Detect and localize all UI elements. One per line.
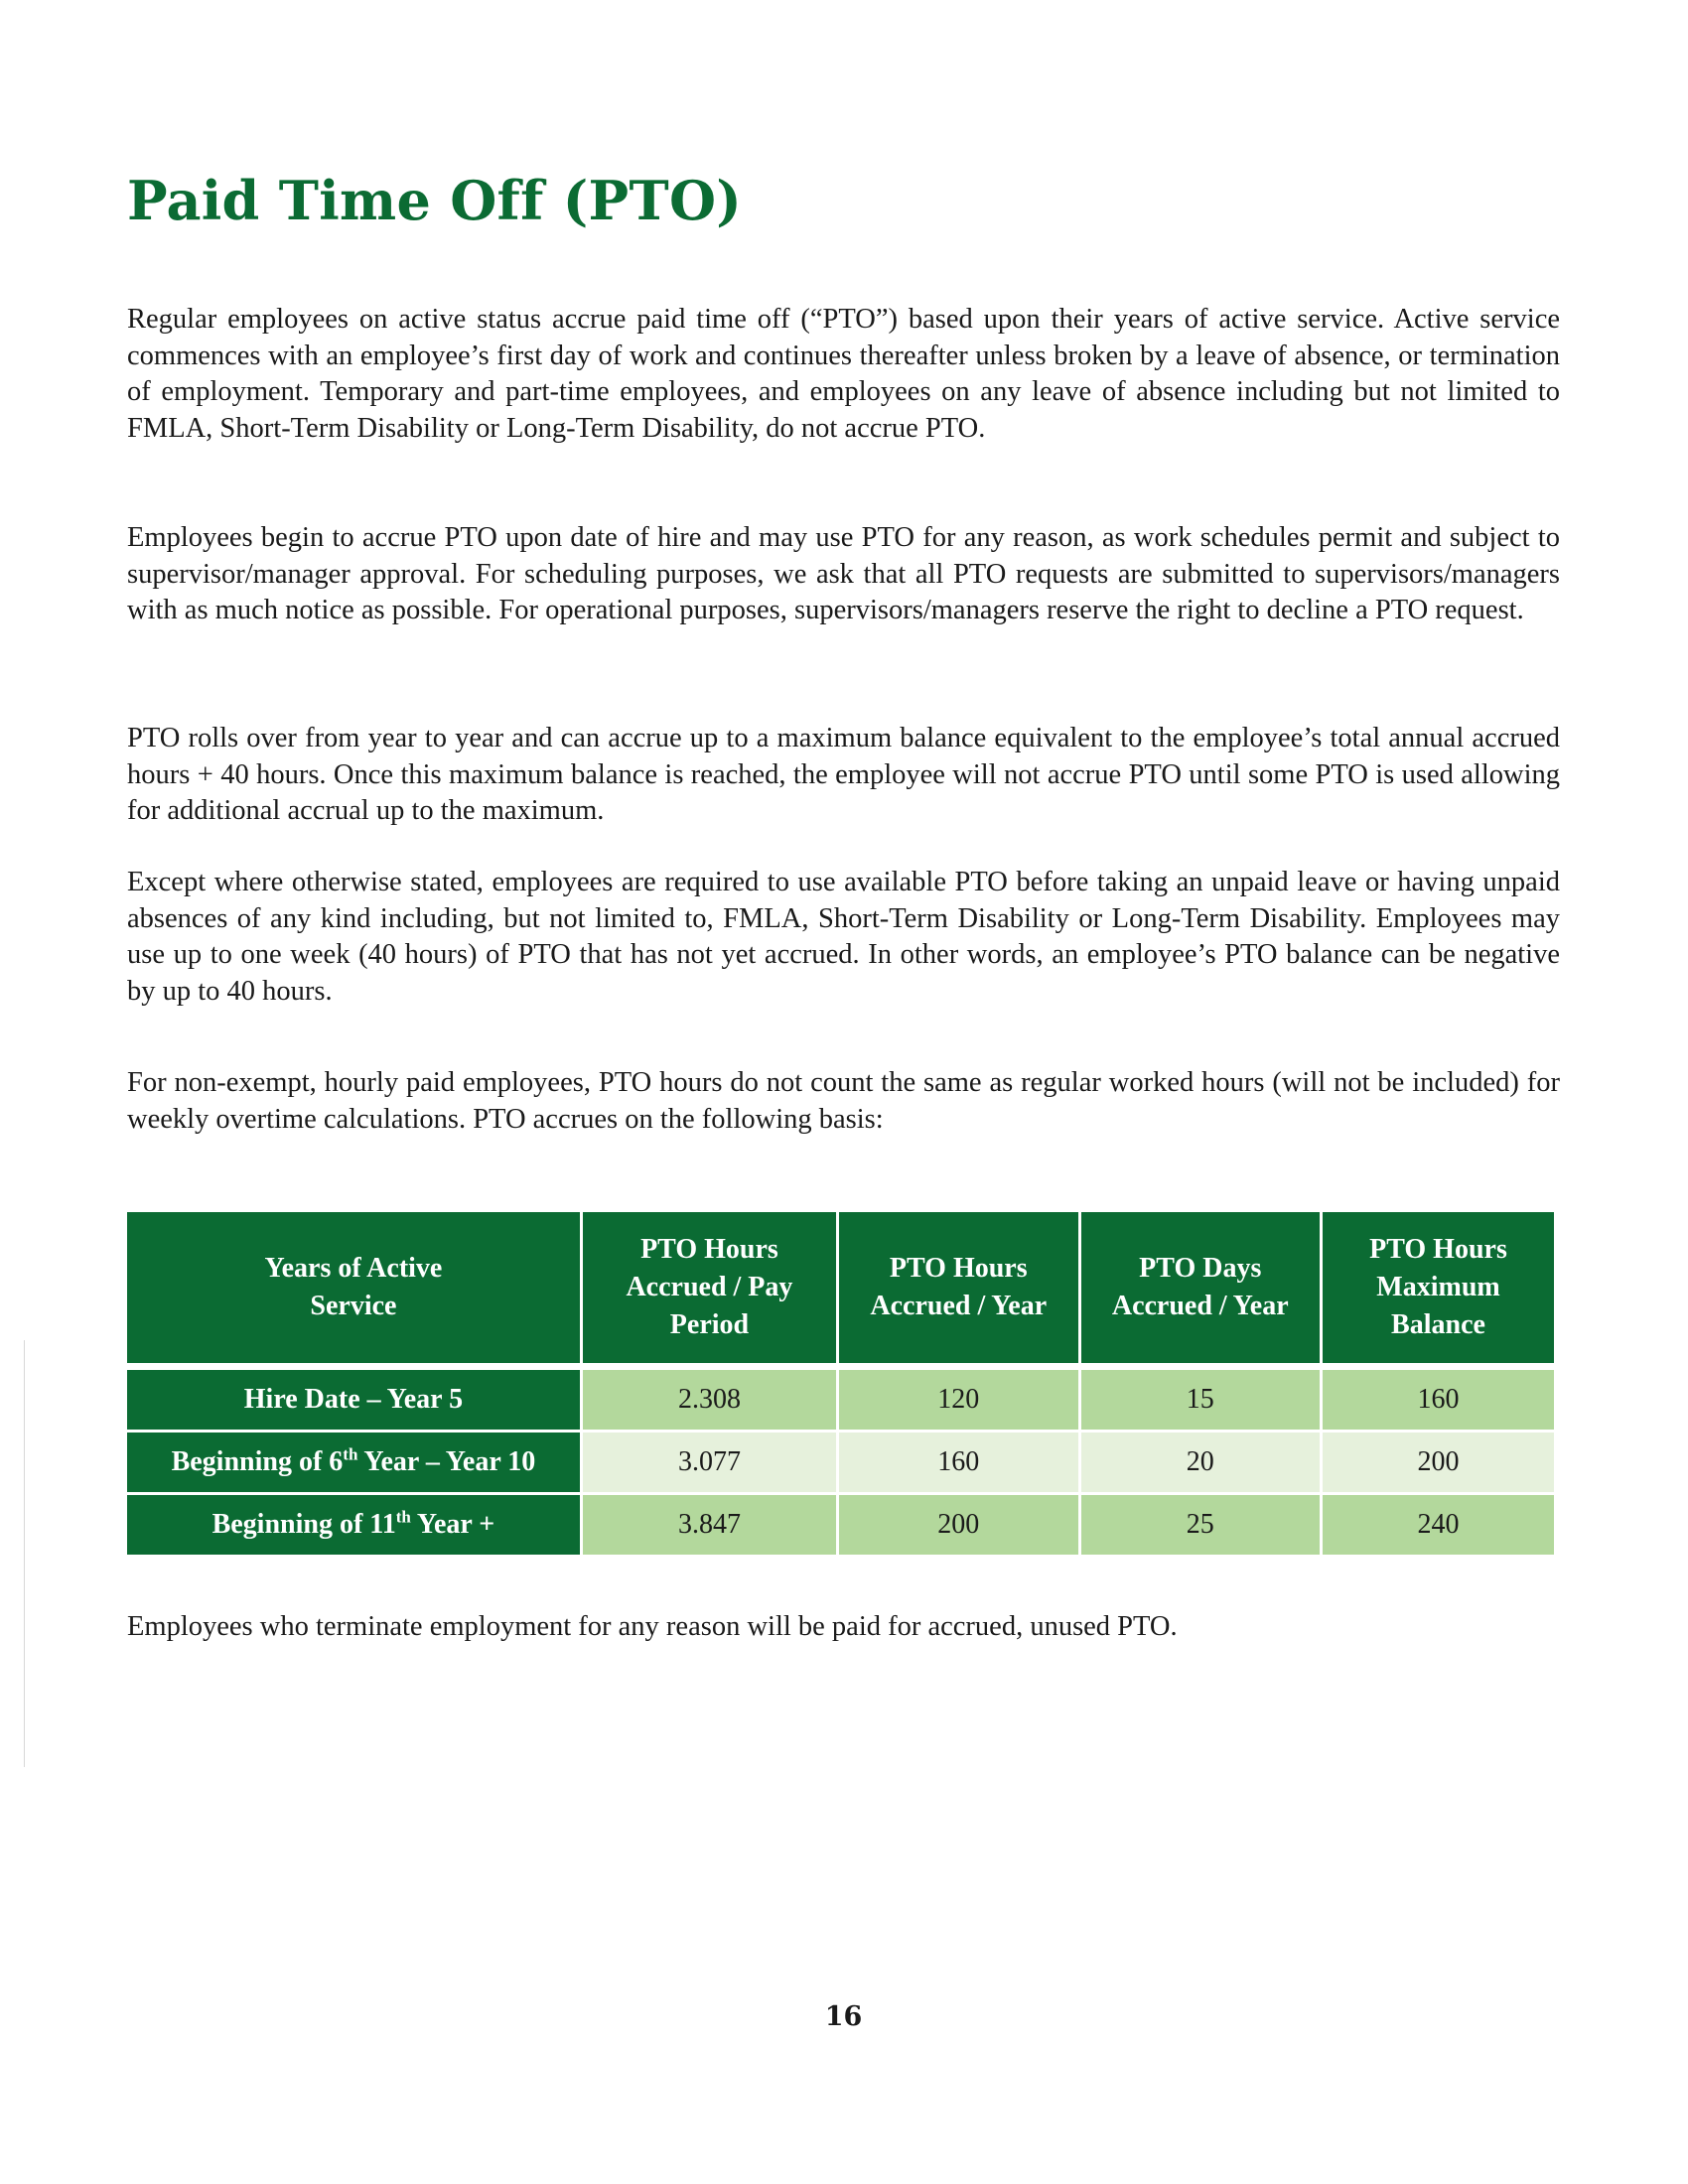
cell-hours-per-pay-period: 3.077: [583, 1433, 836, 1492]
header-days-per-year: PTO Days Accrued / Year: [1081, 1212, 1320, 1367]
cell-maximum-balance: 160: [1323, 1370, 1554, 1430]
cell-days-per-year: 25: [1081, 1495, 1320, 1555]
paragraph-termination-payout: Employees who terminate employment for any reason will be paid for accrued, unused PTO.: [127, 1611, 1178, 1642]
row-label: Beginning of 6th Year – Year 10: [127, 1433, 580, 1492]
cell-hours-per-year: 120: [839, 1370, 1077, 1430]
row-label: Hire Date – Year 5: [127, 1370, 580, 1430]
page-edge-line: [24, 1340, 25, 1767]
pto-accrual-table: [124, 1209, 1557, 1558]
paragraph-pto-rollover: PTO rolls over from year to year and can accrue up to a maximum balance equivalent to the employee’s total annual accrued hours + 40 hours. Once this maximum balance is reached, the employee will not accrue PTO until some PTO is used allowing for additional accrual up to the maximum.: [127, 723, 1560, 827]
header-maximum-balance: PTO Hours Maximum Balance: [1323, 1212, 1554, 1367]
paragraph-pto-eligibility: Regular employees on active status accrue paid time off (“PTO”) based upon their years of active service. Active service commences with an employee’s first day of work and continues thereafter unless broken by a leave of absence, or termination of employment. Temporary and part-time employees, and employees on any leave of absence including but not limited to FMLA, Short-Term Disability or Long-Term Disability, do not accrue PTO.: [127, 304, 1560, 444]
cell-hours-per-year: 200: [839, 1495, 1077, 1555]
cell-days-per-year: 20: [1081, 1433, 1320, 1492]
header-years-of-service: Years of Active Service: [127, 1212, 580, 1367]
row-label: Beginning of 11th Year +: [127, 1495, 580, 1555]
paragraph-pto-unpaid-leave: Except where otherwise stated, employees are required to use available PTO before taking an unpaid leave or having unpaid absences of any kind including, but not limited to, FMLA, Short-Term Disability or Long-Term Disability. Employees may use up to one week (40 hours) of PTO that has not yet accrued. In other words, an employee’s PTO balance can be negative by up to 40 hours.: [127, 867, 1560, 1007]
table-row: [127, 1433, 1554, 1492]
page-title: Paid Time Off (PTO): [127, 169, 743, 232]
header-hours-per-pay-period: PTO Hours Accrued / Pay Period: [583, 1212, 836, 1367]
cell-days-per-year: 15: [1081, 1370, 1320, 1430]
header-hours-per-year: PTO Hours Accrued / Year: [839, 1212, 1077, 1367]
cell-hours-per-pay-period: 2.308: [583, 1370, 836, 1430]
page-number: 16: [824, 2001, 863, 2032]
table-row: [127, 1495, 1554, 1555]
cell-maximum-balance: 200: [1323, 1433, 1554, 1492]
paragraph-pto-overtime: For non-exempt, hourly paid employees, PTO hours do not count the same as regular worked hours (will not be included) for weekly overtime calculations. PTO accrues on the following basis:: [127, 1067, 1560, 1135]
table-row: [127, 1370, 1554, 1430]
cell-hours-per-pay-period: 3.847: [583, 1495, 836, 1555]
cell-maximum-balance: 240: [1323, 1495, 1554, 1555]
table-header-row: [127, 1212, 1554, 1367]
cell-hours-per-year: 160: [839, 1433, 1077, 1492]
paragraph-pto-usage: Employees begin to accrue PTO upon date of hire and may use PTO for any reason, as work schedules permit and subject to supervisor/manager approval. For scheduling purposes, we ask that all PTO requests are submitted to supervisors/managers with as much notice as possible. For operational purposes, supervisors/managers reserve the right to decline a PTO request.: [127, 522, 1560, 626]
